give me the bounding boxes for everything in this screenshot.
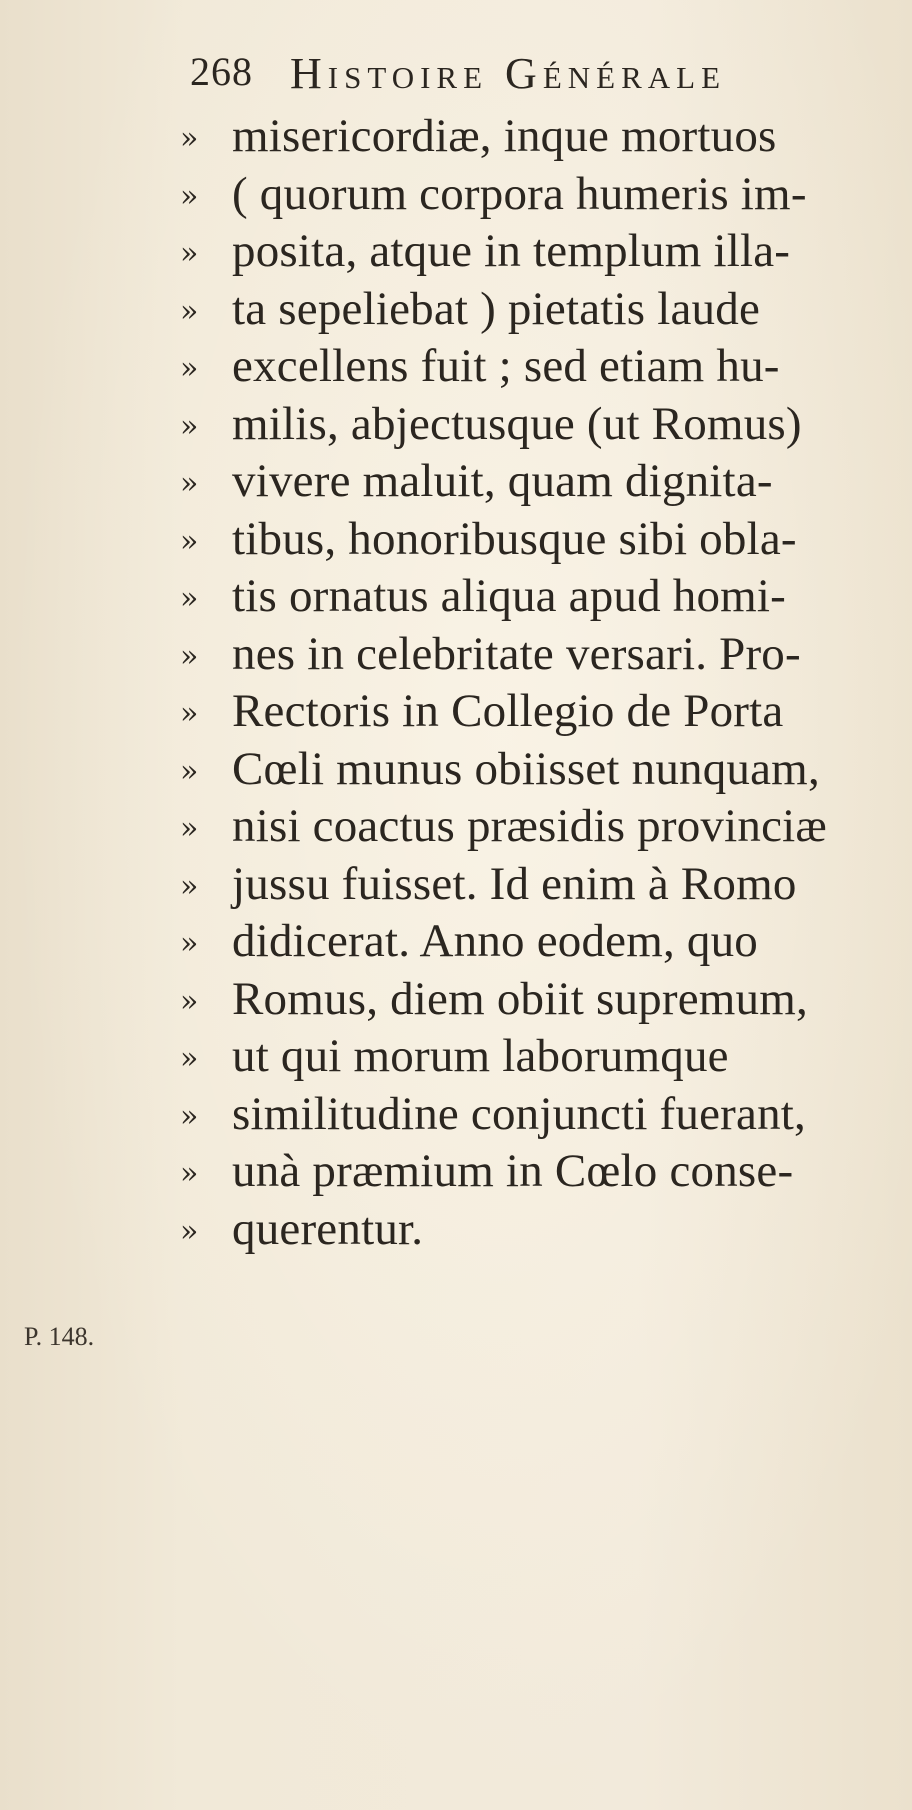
text-line [180,166,880,224]
line-text: milis, abjectusque (ut Romus) [232,397,802,450]
text-line [180,396,880,454]
running-title: Histoire Générale [290,49,727,98]
quote-mark: » [180,121,199,156]
page-header [190,48,840,108]
line-text: ( quorum corpora humeris im- [232,167,807,220]
quote-mark: » [180,1098,199,1134]
text-line [180,798,880,856]
text-line [180,971,880,1029]
line-text: Romus, diem obiit supremum, [232,972,808,1025]
line-text: didicerat. Anno eodem, quo [232,915,758,967]
line-text: posita, atque in templum illa- [232,225,791,277]
quote-mark: » [180,178,199,214]
text-line [180,1201,880,1259]
quote-mark: » [180,868,199,904]
line-text: excellens fuit ; sed etiam hu- [232,340,780,392]
line-text: similitudine conjuncti fuerant, [232,1087,806,1140]
quote-mark: » [180,236,199,271]
text-line [180,453,880,511]
quote-mark: » [180,638,199,674]
page-number: 268 [190,49,253,94]
text-line [180,913,880,971]
quote-mark: » [180,581,199,616]
text-line [180,856,880,914]
text-line [180,108,880,166]
text-line [180,1086,880,1144]
quote-mark: » [180,926,199,961]
text-line [180,1143,880,1201]
quote-mark: » [180,983,199,1019]
text-line [180,1028,880,1086]
text-line [180,511,880,569]
line-text: tibus, honoribusque sibi obla- [232,512,797,565]
quote-mark: » [180,1041,199,1076]
quote-mark: » [180,466,199,501]
line-text: Rectoris in Collegio de Porta [232,685,784,737]
line-text: jussu fuisset. Id enim à Romo [232,857,797,910]
quote-mark: » [180,1213,199,1249]
quote-mark: » [180,408,199,444]
text-line [180,281,880,339]
line-text: tis ornatus aliqua apud homi- [232,570,787,622]
text-line [180,683,880,741]
text-line [180,626,880,684]
body-text [180,108,880,1258]
quote-mark: » [180,293,199,329]
line-text: unà præmium in Cœlo conse- [232,1145,794,1197]
line-text: Cœli munus obiisset nunquam, [232,742,820,795]
quote-mark: » [180,351,199,386]
line-text: ta sepeliebat ) pietatis laude [232,282,761,335]
quote-mark: » [180,1156,199,1191]
line-text: querentur. [232,1202,424,1255]
line-text: vivere maluit, quam dignita- [232,455,773,507]
text-line [180,223,880,281]
text-line [180,568,880,626]
line-text: nes in celebritate versari. Pro- [232,627,801,680]
text-line [180,741,880,799]
quote-mark: » [180,753,199,789]
quote-mark: » [180,811,199,846]
quote-mark: » [180,523,199,559]
line-text: nisi coactus præsidis provinciæ [232,800,827,852]
text-line [180,338,880,396]
line-text: ut qui morum laborumque [232,1030,729,1082]
quote-mark: » [180,696,199,731]
line-text: misericordiæ, inque mortuos [232,110,777,162]
margin-note: P. 148. [24,1322,95,1351]
